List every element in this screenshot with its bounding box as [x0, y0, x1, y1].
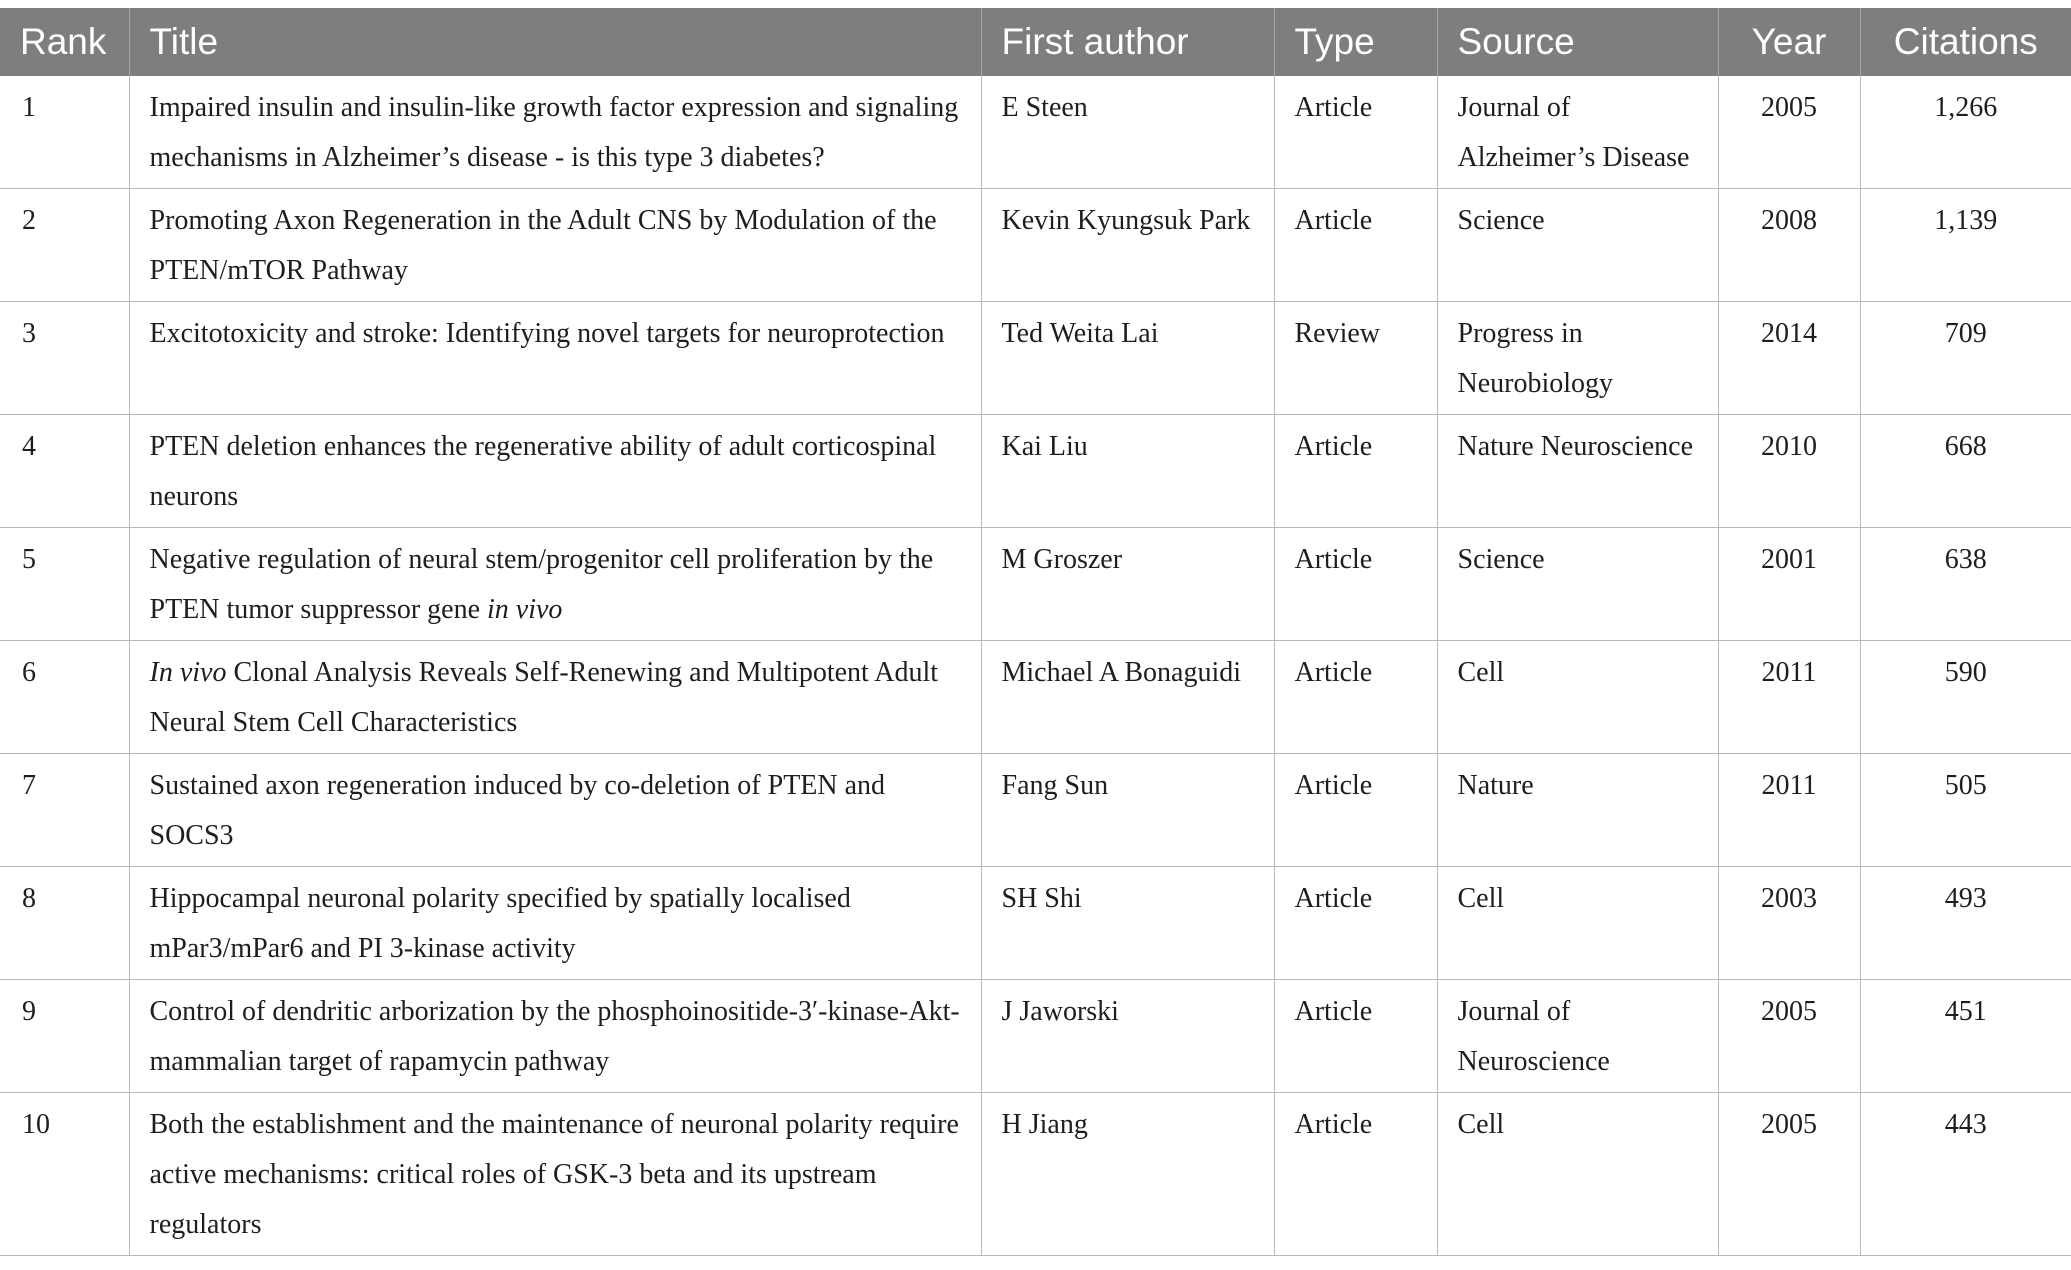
cell-year: 2008: [1718, 189, 1860, 302]
cell-rank: 7: [0, 754, 129, 867]
header-rank: Rank: [0, 8, 129, 76]
cell-source: Cell: [1437, 1093, 1718, 1256]
cell-type: Article: [1274, 754, 1437, 867]
cell-first-author: Fang Sun: [981, 754, 1274, 867]
table-row: [0, 980, 2071, 1093]
cell-first-author: J Jaworski: [981, 980, 1274, 1093]
cell-source: Journal of Neuroscience: [1437, 980, 1718, 1093]
header-year: Year: [1718, 8, 1860, 76]
cell-rank: 9: [0, 980, 129, 1093]
cell-rank: 3: [0, 302, 129, 415]
cell-year: 2011: [1718, 754, 1860, 867]
cell-title: Impaired insulin and insulin-like growth factor expression and signaling mechanisms in Alzheimer’s disease - is this type 3 diabetes?: [129, 76, 981, 189]
cell-year: 2005: [1718, 1093, 1860, 1256]
cell-year: 2003: [1718, 867, 1860, 980]
cell-rank: 1: [0, 76, 129, 189]
table-row: [0, 528, 2071, 641]
table-row: [0, 76, 2071, 189]
header-source: Source: [1437, 8, 1718, 76]
cell-type: Article: [1274, 528, 1437, 641]
header-citations: Citations: [1860, 8, 2071, 76]
cell-source: Science: [1437, 189, 1718, 302]
cell-rank: 4: [0, 415, 129, 528]
cell-source: Nature: [1437, 754, 1718, 867]
cell-title: [129, 528, 981, 641]
table-row: [0, 302, 2071, 415]
cell-source: Nature Neuroscience: [1437, 415, 1718, 528]
cell-first-author: H Jiang: [981, 1093, 1274, 1256]
cell-first-author: M Groszer: [981, 528, 1274, 641]
cell-type: Article: [1274, 76, 1437, 189]
table-row: [0, 1093, 2071, 1256]
cell-citations: 638: [1860, 528, 2071, 641]
header-first-author: First author: [981, 8, 1274, 76]
cell-year: 2011: [1718, 641, 1860, 754]
title-text: Clonal Analysis Reveals Self-Renewing and Multipotent Adult Neural Stem Cell Characteristics: [149, 657, 939, 738]
cell-title: Promoting Axon Regeneration in the Adult CNS by Modulation of the PTEN/mTOR Pathway: [129, 189, 981, 302]
header-row: [0, 8, 2071, 76]
cell-type: Article: [1274, 189, 1437, 302]
cell-year: 2005: [1718, 76, 1860, 189]
cell-rank: 6: [0, 641, 129, 754]
cell-year: 2010: [1718, 415, 1860, 528]
cell-title: Sustained axon regeneration induced by co-deletion of PTEN and SOCS3: [129, 754, 981, 867]
cell-title: Excitotoxicity and stroke: Identifying novel targets for neuroprotection: [129, 302, 981, 415]
cell-citations: 668: [1860, 415, 2071, 528]
cell-type: Article: [1274, 641, 1437, 754]
cell-citations: 451: [1860, 980, 2071, 1093]
cell-title: Control of dendritic arborization by the phosphoinositide-3′-kinase-Akt-mammalian target of rapamycin pathway: [129, 980, 981, 1093]
cell-first-author: Ted Weita Lai: [981, 302, 1274, 415]
cell-rank: 2: [0, 189, 129, 302]
table-header: [0, 8, 2071, 76]
header-type: Type: [1274, 8, 1437, 76]
cell-citations: 590: [1860, 641, 2071, 754]
title-italic-text: in vivo: [487, 594, 563, 625]
citation-table-container: [0, 8, 2071, 1256]
cell-title: Hippocampal neuronal polarity specified by spatially localised mPar3/mPar6 and PI 3-kinase activity: [129, 867, 981, 980]
cell-citations: 1,139: [1860, 189, 2071, 302]
cell-source: Cell: [1437, 867, 1718, 980]
title-italic-text: In vivo: [149, 657, 227, 688]
cell-citations: 709: [1860, 302, 2071, 415]
table-row: [0, 415, 2071, 528]
cell-source: Cell: [1437, 641, 1718, 754]
cell-title: PTEN deletion enhances the regenerative ability of adult corticospinal neurons: [129, 415, 981, 528]
cell-title: Both the establishment and the maintenance of neuronal polarity require active mechanisms: critical roles of GSK-3 beta and its upstream regulators: [129, 1093, 981, 1256]
cell-type: Article: [1274, 415, 1437, 528]
cell-type: Article: [1274, 1093, 1437, 1256]
cell-source: Progress in Neurobiology: [1437, 302, 1718, 415]
cell-year: 2001: [1718, 528, 1860, 641]
table-row: [0, 189, 2071, 302]
cell-first-author: Kevin Kyungsuk Park: [981, 189, 1274, 302]
title-text: Negative regulation of neural stem/progenitor cell proliferation by the PTEN tumor suppressor gene: [149, 544, 934, 625]
cell-type: Article: [1274, 867, 1437, 980]
top-cited-papers-table: [0, 8, 2071, 1256]
cell-first-author: Kai Liu: [981, 415, 1274, 528]
cell-source: Science: [1437, 528, 1718, 641]
cell-type: Article: [1274, 980, 1437, 1093]
cell-rank: 10: [0, 1093, 129, 1256]
cell-year: 2005: [1718, 980, 1860, 1093]
cell-year: 2014: [1718, 302, 1860, 415]
cell-citations: 443: [1860, 1093, 2071, 1256]
cell-citations: 493: [1860, 867, 2071, 980]
cell-rank: 5: [0, 528, 129, 641]
table-row: [0, 867, 2071, 980]
cell-first-author: SH Shi: [981, 867, 1274, 980]
cell-source: Journal of Alzheimer’s Disease: [1437, 76, 1718, 189]
cell-type: Review: [1274, 302, 1437, 415]
header-title: Title: [129, 8, 981, 76]
cell-citations: 505: [1860, 754, 2071, 867]
table-row: [0, 754, 2071, 867]
table-body: [0, 76, 2071, 1256]
cell-first-author: E Steen: [981, 76, 1274, 189]
table-row: [0, 641, 2071, 754]
cell-rank: 8: [0, 867, 129, 980]
cell-citations: 1,266: [1860, 76, 2071, 189]
cell-first-author: Michael A Bonaguidi: [981, 641, 1274, 754]
cell-title: [129, 641, 981, 754]
